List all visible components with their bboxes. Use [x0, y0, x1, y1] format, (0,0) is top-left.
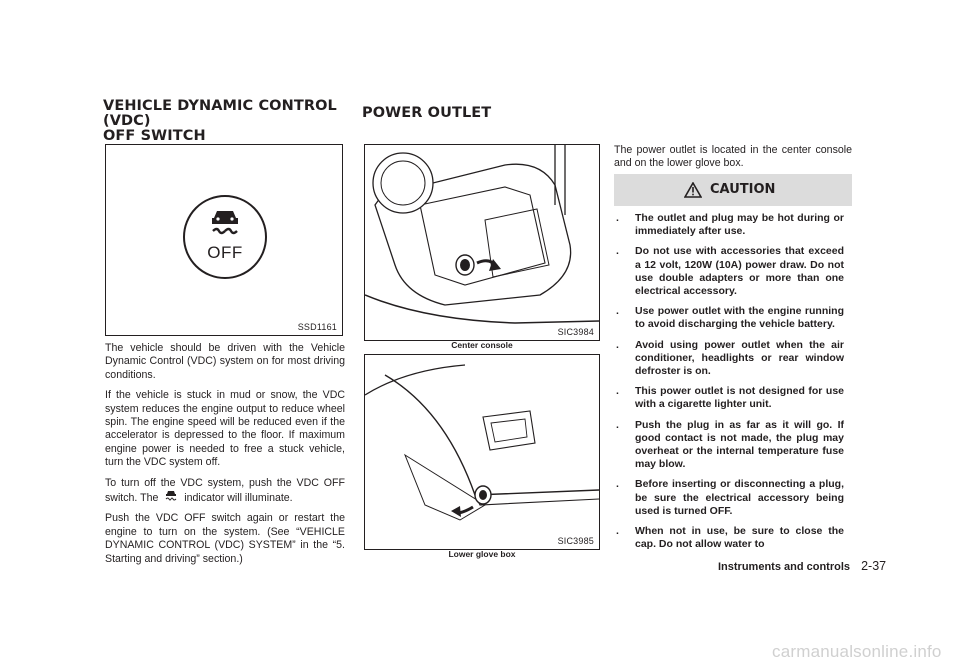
bullet-icon: .: [616, 525, 619, 538]
caution-item: [614, 525, 844, 551]
lower-glove-box-illustration: [365, 355, 599, 535]
bullet-icon: .: [616, 385, 619, 398]
footer-section-title: Instruments and controls: [718, 561, 851, 573]
power-outlet-intro: The power outlet is located in the center console and on the lower glove box.: [614, 144, 852, 170]
bullet-icon: .: [616, 212, 619, 224]
caution-item-text: Push the plug in as far as it will go. If good contact is not made, the plug may overheat or the internal temperature fuse may blow.: [635, 418, 844, 471]
caution-item: [614, 478, 844, 518]
vdc-switch-off-label: OFF: [207, 243, 243, 262]
lower-glove-box-caption: Lower glove box: [448, 549, 516, 559]
caution-item-text: When not in use, be sure to close the cap. Do not allow water to: [635, 525, 844, 551]
vdc-body-text: [105, 342, 345, 573]
vdc-paragraph-3: [105, 477, 345, 506]
vdc-paragraph-3-start: To turn off the VDC system, push the VDC OFF switch. The: [105, 476, 345, 505]
caution-title: CAUTION: [710, 182, 776, 197]
caution-item-text: This power outlet is not designed for use with a cigarette lighter unit.: [635, 385, 844, 411]
bullet-icon: .: [616, 338, 619, 351]
caution-item-text: Do not use with accessories that exceed a 12 volt, 120W (10A) power draw. Do not use double adapters or more than one electrical accessory.: [635, 245, 844, 298]
footer-page-number: 2-37: [861, 559, 887, 573]
center-console-caption: Center console: [451, 340, 513, 350]
caution-item-text: Avoid using power outlet when the air conditioner, headlights or rear window defroster is on.: [635, 338, 844, 378]
bullet-icon: .: [616, 418, 619, 431]
vdc-heading-line1: VEHICLE DYNAMIC CONTROL (VDC): [103, 98, 337, 129]
power-outlet-heading: POWER OUTLET: [362, 105, 492, 121]
center-console-figure: [364, 144, 600, 341]
vdc-indicator-icon: [164, 490, 178, 503]
center-console-illustration: [365, 145, 599, 325]
vdc-paragraph-3-end: indicator will illuminate.: [184, 492, 293, 505]
vdc-paragraph-2: If the vehicle is stuck in mud or snow, the VDC system reduces the engine output to reduce wheel spin. The engine speed will be reduced even if the accelerator is depressed to the floor. If maximum engine power is needed to free a stuck vehicle, turn the VDC system off.: [105, 389, 345, 469]
vdc-switch-button: [183, 195, 267, 279]
vdc-paragraph-1: The vehicle should be driven with the Vehicle Dynamic Control (VDC) system on for most driving conditions.: [105, 342, 345, 381]
watermark: carmanualsonline.info: [772, 642, 942, 661]
caution-item-text: The outlet and plug may be hot during or immediately after use.: [635, 212, 844, 238]
vdc-heading-line2: OFF SWITCH: [103, 128, 206, 144]
figure-id-ssd1161: SSD1161: [297, 322, 337, 332]
bullet-icon: .: [616, 478, 619, 491]
caution-item: [614, 305, 844, 331]
caution-item: [614, 245, 844, 298]
lower-glove-box-figure: [364, 354, 600, 550]
caution-item-text: Use power outlet with the engine running to avoid discharging the vehicle battery.: [635, 305, 844, 331]
page-footer: [718, 559, 886, 573]
vdc-switch-figure: [105, 144, 343, 336]
vdc-skid-car-icon: [205, 207, 245, 241]
figure-id-sic3984: SIC3984: [557, 327, 594, 337]
power-outlet-body-text: [614, 144, 852, 178]
vdc-heading: [103, 99, 353, 144]
vdc-paragraph-4: Push the VDC OFF switch again or restart the engine to turn on the system. (See “VEHICLE DYNAMIC CONTROL (VDC) SYSTEM” in the “5. Starting and driving” section.): [105, 512, 345, 565]
caution-item-text: Before inserting or disconnecting a plug, be sure the electrical accessory being used is turned OFF.: [635, 478, 844, 517]
caution-item: [614, 339, 844, 379]
caution-item: [614, 385, 844, 411]
bullet-icon: .: [616, 305, 619, 318]
figure-id-sic3985: SIC3985: [557, 536, 594, 546]
caution-item: [614, 419, 844, 472]
caution-list: [614, 212, 844, 558]
warning-triangle-icon: [684, 182, 702, 198]
caution-item: [614, 212, 844, 238]
caution-box: [614, 174, 852, 206]
bullet-icon: .: [616, 245, 619, 258]
